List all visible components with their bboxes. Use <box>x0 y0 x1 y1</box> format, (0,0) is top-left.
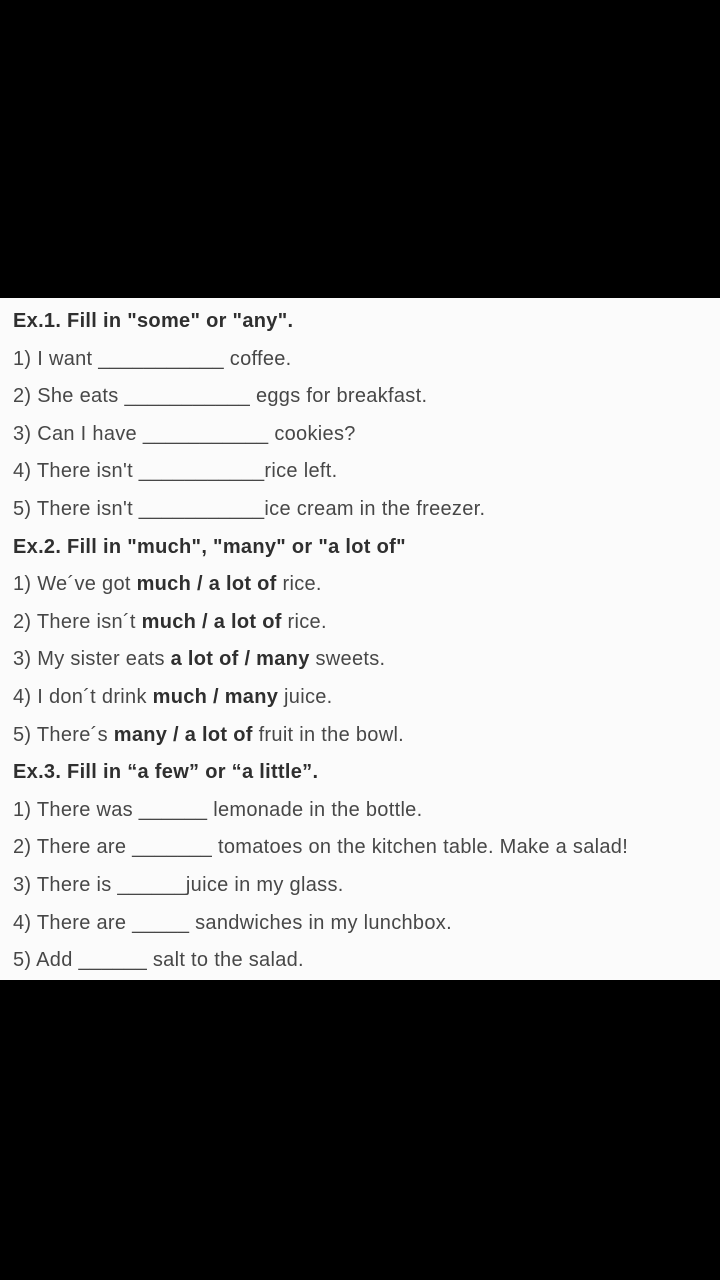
exercise-item: 4) There are _____ sandwiches in my lunchbox. <box>13 911 452 934</box>
exercise-3-title: Ex.3. Fill in “a few” or “a little”. <box>13 761 319 784</box>
exercise-item <box>13 717 712 755</box>
exercise-1 <box>13 303 712 529</box>
bottom-letterbox <box>0 980 720 1280</box>
item-text: fruit in the bowl. <box>252 723 405 746</box>
exercise-2-title: Ex.2. Fill in "much", "many" or "a lot of" <box>13 535 406 558</box>
item-text: rice. <box>281 610 327 633</box>
item-choice: much / a lot of <box>136 573 277 596</box>
item-text: 4) I don´t drink <box>13 685 153 708</box>
exercise-item <box>13 641 712 679</box>
exercise-item: 1) I want ___________ coffee. <box>13 347 292 370</box>
item-text: 2) There isn´t <box>13 610 142 633</box>
item-choice: many / a lot of <box>113 723 253 746</box>
exercise-item: 5) Add ______ salt to the salad. <box>13 949 304 972</box>
item-choice: much / a lot of <box>141 610 282 633</box>
item-text: rice. <box>276 573 322 596</box>
item-text: 5) There´s <box>13 723 114 746</box>
item-choice: a lot of / many <box>170 648 310 671</box>
exercise-item <box>13 566 712 604</box>
exercise-item: 5) There isn't ___________ice cream in the freezer. <box>13 497 486 520</box>
item-text: 3) My sister eats <box>13 648 171 671</box>
exercise-item: 2) There are _______ tomatoes on the kitchen table. Make a salad! <box>13 836 629 859</box>
exercise-1-title: Ex.1. Fill in "some" or "any". <box>13 310 294 332</box>
item-choice: much / many <box>152 685 279 708</box>
top-letterbox <box>0 0 720 298</box>
item-text: sweets. <box>309 648 386 671</box>
exercise-3 <box>13 754 712 980</box>
item-text: juice. <box>278 685 333 708</box>
exercise-item <box>13 604 712 642</box>
exercise-item: 3) There is ______juice in my glass. <box>13 873 344 896</box>
exercise-item: 4) There isn't ___________rice left. <box>13 460 338 483</box>
exercise-item <box>13 679 712 717</box>
exercise-item: 2) She eats ___________ eggs for breakfast. <box>13 385 428 408</box>
exercise-item: 3) Can I have ___________ cookies? <box>13 422 356 445</box>
worksheet-page <box>0 298 720 980</box>
item-text: 1) We´ve got <box>13 573 137 596</box>
exercise-item: 1) There was ______ lemonade in the bottle. <box>13 798 423 821</box>
exercise-2 <box>13 529 712 755</box>
